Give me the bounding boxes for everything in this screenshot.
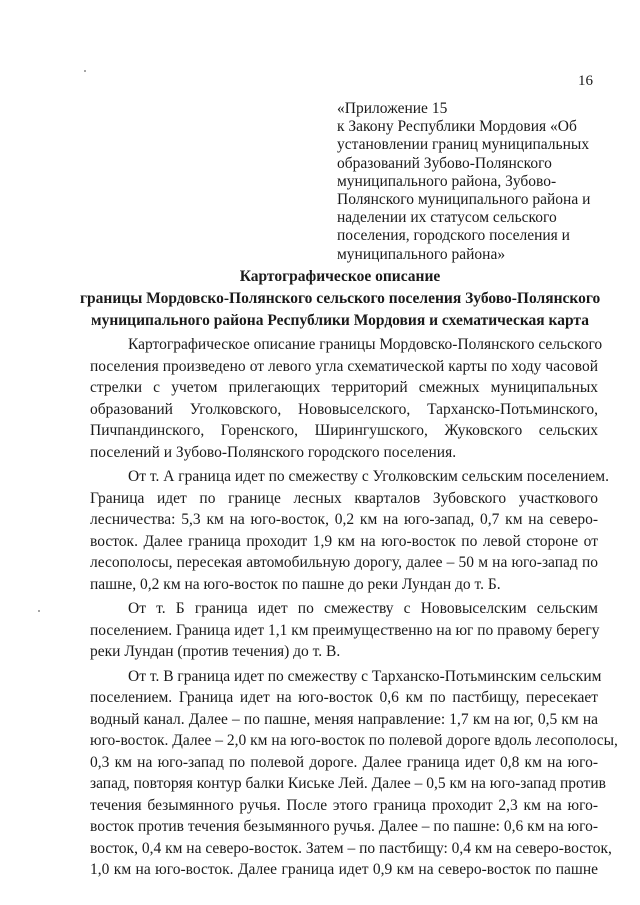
text-line: восток против течения безымянного ручья. Далее – по пашне: 0,6 км на юго- (90, 818, 598, 835)
text-line: восток, 0,4 км на северо-восток. Затем – по пастбищу: 0,4 км на северо-восток, (90, 839, 612, 857)
text-line: поселением. Граница идет 1,1 км преимущественно на юг по правому берегу (90, 621, 600, 639)
scan-speck (38, 610, 40, 612)
text-line: водный канал. Далее – по пашне, меняя направление: 1,7 км на юг, 0,5 км на (90, 710, 598, 728)
text-line: Граница идет по границе лесных кварталов Зубовского участкового (90, 489, 598, 507)
title-line: муниципального района Республики Мордовия и схематическая карта (91, 312, 589, 329)
text-line: 0,3 км на юго-запад по полевой дороге. Далее граница идет 0,8 км на юго- (90, 753, 598, 771)
text-line: Пичпандинского, Горенского, Ширингушского, Жуковского сельских (90, 422, 598, 439)
paragraph (90, 466, 609, 595)
appendix-line: Полянского муниципального района и (337, 191, 591, 209)
text-line: поселений и Зубово-Полянского городского поселения. (90, 443, 457, 461)
text-line: поселения произведено от левого угла схематической карты по ходу часовой (90, 357, 598, 375)
appendix-line: наделении их статусом сельского (337, 209, 557, 227)
appendix-reference (337, 100, 597, 264)
text-line: От т. Б граница идет по смежеству с Нововыселским сельским (128, 600, 598, 617)
text-line: пашне, 0,2 км на юго-восток по пашне до реки Лундан до т. Б. (90, 575, 501, 593)
page-number: 16 (578, 73, 593, 89)
scan-speck (84, 70, 86, 72)
paragraph (90, 666, 618, 881)
paragraph (90, 598, 598, 663)
document-body (90, 334, 618, 881)
text-line: лесополосы, пересекая автомобильную дорогу, далее – 50 м на юго-запад по (90, 554, 598, 571)
appendix-line: к Закону Республики Мордовия «Об (337, 118, 577, 136)
paragraph (90, 334, 603, 463)
title-line: Картографическое описание (239, 268, 441, 285)
text-line: От т. А граница идет по смежеству с Уголковским сельским поселением. (128, 468, 609, 485)
title-line: границы Мордовско-Полянского сельского поселения Зубово-Полянского (80, 290, 601, 307)
text-line: образований Уголковского, Нововыселского, Тарханско-Потьминского, (90, 400, 598, 418)
appendix-line: образований Зубово-Полянского (337, 154, 552, 172)
text-line: течения безымянного ручья. После этого граница проходит 2,3 км на юго- (90, 796, 598, 814)
appendix-line: поселения, городского поселения и (337, 227, 570, 245)
text-line: стрелки с учетом прилегающих территорий смежных муниципальных (90, 379, 598, 396)
text-line: Картографическое описание границы Мордовско-Полянского сельского (128, 336, 603, 353)
text-line: юго-восток. Далее – 2,0 км на юго-восток по полевой дороге вдоль лесополосы, (90, 732, 618, 749)
text-line: поселением. Граница идет на юго-восток 0,6 км по пастбищу, пересекает (90, 689, 598, 706)
text-line: запад, повторяя контур балки Киське Лей. Далее – 0,5 км на юго-запад против (90, 775, 606, 792)
appendix-line: муниципального района, Зубово- (337, 172, 557, 190)
text-line: лесничества: 5,3 км на юго-восток, 0,2 км на юго-запад, 0,7 км на северо- (90, 511, 598, 528)
appendix-line: установлении границ муниципальных (337, 136, 590, 154)
text-line: восток. Далее граница проходит 1,9 км на юго-восток по левой стороне от (90, 532, 598, 550)
text-line: реки Лундан (против течения) до т. В. (90, 643, 341, 660)
document-title (80, 266, 600, 332)
appendix-line: «Приложение 15 (337, 100, 448, 117)
text-line: От т. В граница идет по смежеству с Тарханско-Потьминским сельским (128, 667, 602, 685)
text-line: 1,0 км на юго-восток. Далее граница идет 0,9 км на северо-восток по пашне (90, 861, 598, 878)
appendix-line: муниципального района» (337, 245, 506, 263)
